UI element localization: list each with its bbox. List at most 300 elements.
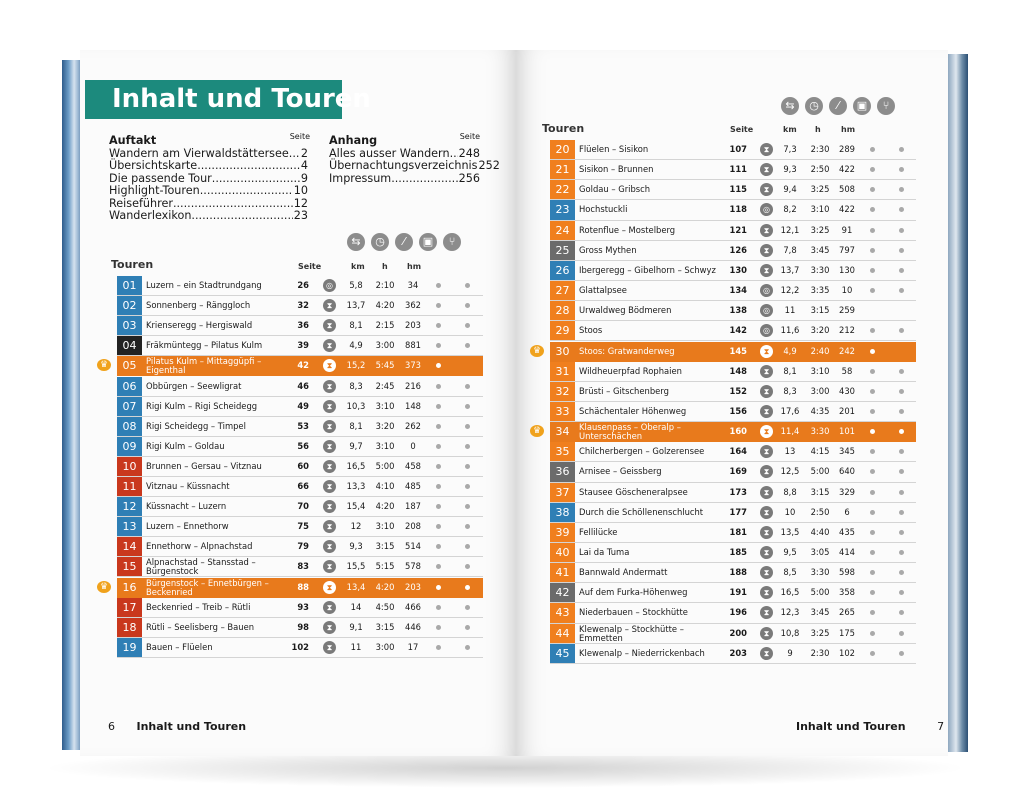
- tour-name: Stoos: Gratwanderweg: [579, 345, 675, 356]
- tour-km: 7,8: [783, 244, 797, 255]
- public-transport-dot: [870, 207, 875, 212]
- table-row: [550, 321, 916, 341]
- tour-hm: 102: [839, 647, 855, 658]
- tour-hm: 422: [839, 164, 855, 175]
- tour-name: Alpnachstad – Stansstad – Bürgenstock: [146, 557, 256, 577]
- table-row: [550, 503, 916, 523]
- toc-entry-page: 10: [293, 184, 308, 197]
- tour-number: 14: [117, 537, 142, 556]
- table-row: [550, 221, 916, 241]
- tour-km: 11,6: [780, 325, 800, 336]
- toc-entry-page: 9: [300, 171, 308, 185]
- tour-km: 17,6: [780, 405, 800, 416]
- tour-name: Bannwald Andermatt: [579, 567, 668, 578]
- table-row: [117, 417, 483, 437]
- table-row: [550, 362, 916, 382]
- table-row: [550, 281, 916, 301]
- h-header: h: [815, 125, 821, 134]
- tour-name: Brüsti – Gitschenberg: [579, 385, 669, 396]
- hiker-icon: ⧗: [760, 425, 773, 438]
- tour-number: 31: [550, 362, 575, 381]
- table-row: [550, 563, 916, 583]
- tour-name: Schächentaler Höhenweg: [579, 405, 687, 416]
- table-row: [550, 603, 916, 623]
- crown-icon: ♛: [530, 425, 544, 437]
- tour-hm: 414: [839, 547, 855, 557]
- table-row: [550, 180, 916, 200]
- restaurant-dot: [899, 651, 904, 656]
- table-row: [550, 140, 916, 160]
- toc-entry-title: Die passende Tour: [109, 171, 212, 185]
- tour-hm: 175: [839, 627, 855, 638]
- tour-hm: 259: [839, 305, 855, 316]
- toc-entry-page: 256: [458, 171, 480, 185]
- tour-km: 15,5: [346, 561, 366, 572]
- tour-km: 9,1: [349, 621, 363, 632]
- tour-name: Luzern – Ennethorw: [146, 521, 229, 532]
- restaurant-dot: [465, 303, 470, 308]
- tour-h: 4:20: [375, 581, 395, 592]
- tour-km: 8,3: [349, 380, 363, 391]
- restaurant-dot: [899, 147, 904, 152]
- tour-km: 8,1: [349, 420, 363, 431]
- tour-h: 3:10: [375, 440, 395, 451]
- footer-right: [796, 720, 944, 733]
- public-transport-dot: [436, 484, 441, 489]
- tour-hm: 446: [405, 621, 421, 632]
- tour-name: Wildheuerpfad Rophaien: [579, 365, 682, 376]
- hiker-icon: ⧗: [323, 380, 336, 393]
- tour-number: 27: [550, 281, 575, 300]
- toc-leader-dots: [391, 173, 457, 186]
- tour-hm: 201: [839, 405, 855, 416]
- tour-hm: 508: [839, 184, 855, 195]
- toc-leader-dots: [200, 185, 293, 198]
- restaurant-dot: [465, 605, 470, 610]
- public-transport-dot: [870, 469, 875, 474]
- public-transport-dot: [436, 404, 441, 409]
- hiker-icon: ⧗: [760, 163, 773, 176]
- tour-hm: 265: [839, 607, 855, 618]
- tour-hm: 203: [405, 320, 421, 331]
- tour-hm: 212: [839, 325, 855, 336]
- tour-h: 3:00: [375, 641, 395, 652]
- tour-number: 13: [117, 517, 142, 536]
- tour-page: 75: [297, 521, 309, 532]
- public-transport-dot: [870, 268, 875, 273]
- bus-icon: ▣: [419, 233, 437, 251]
- tour-km: 9,3: [783, 164, 797, 175]
- tour-h: 2:10: [375, 280, 395, 290]
- tour-km: 13,7: [346, 300, 366, 311]
- tour-h: 2:40: [810, 345, 830, 356]
- tour-name: Rigi Kulm – Goldau: [146, 440, 225, 451]
- tour-hm: 262: [405, 420, 421, 431]
- hiker-icon: ⧗: [323, 460, 336, 473]
- tour-km: 5,8: [349, 280, 363, 290]
- tour-km: 9,3: [349, 541, 363, 552]
- right-page-edges: [948, 54, 968, 752]
- public-transport-dot: [870, 610, 875, 615]
- public-transport-dot: [436, 363, 441, 368]
- hiker-icon: ⧗: [323, 500, 336, 513]
- tour-h: 2:50: [810, 164, 830, 175]
- table-row: [117, 457, 483, 477]
- tour-h: 4:40: [810, 526, 830, 537]
- table-row: [117, 316, 483, 336]
- tour-h: 3:20: [810, 325, 830, 336]
- tour-page: 88: [297, 581, 309, 592]
- tour-name: Fellilücke: [579, 526, 618, 537]
- tour-page: 49: [297, 400, 309, 411]
- toc-entry: [109, 160, 308, 173]
- hiker-icon: ⧗: [323, 359, 336, 372]
- tour-km: 9,5: [783, 547, 797, 557]
- public-transport-dot: [870, 449, 875, 454]
- tour-number: 37: [550, 483, 575, 502]
- restaurant-dot: [899, 550, 904, 555]
- crown-icon: ♛: [97, 581, 111, 593]
- tour-page: 156: [729, 405, 747, 416]
- hiker-icon: ⧗: [323, 299, 336, 312]
- tour-page: 173: [729, 486, 747, 497]
- tour-name: Bauen – Flüelen: [146, 641, 213, 652]
- tour-number: 39: [550, 523, 575, 542]
- tour-hm: 458: [405, 460, 421, 471]
- tour-name: Beckenried – Treib – Rütli: [146, 601, 251, 612]
- touren-header: Touren: [542, 122, 585, 135]
- tour-number: 36: [550, 462, 575, 481]
- tour-number: 34: [550, 422, 575, 441]
- hiker-icon: ⧗: [323, 601, 336, 614]
- tour-page: 181: [729, 526, 747, 537]
- footer-label: Inhalt und Touren: [136, 720, 247, 733]
- tour-km: 14: [350, 601, 362, 612]
- tour-h: 5:00: [810, 466, 830, 477]
- tour-page: 191: [729, 587, 747, 598]
- table-row-highlight: [99, 577, 483, 598]
- tour-page: 169: [729, 466, 747, 477]
- tour-hm: 362: [405, 300, 421, 311]
- tour-page: 134: [729, 285, 747, 296]
- table-row: [117, 598, 483, 618]
- public-transport-dot: [436, 585, 441, 590]
- table-row: [550, 402, 916, 422]
- tour-number: 18: [117, 618, 142, 637]
- public-transport-dot: [870, 369, 875, 374]
- restaurant-dot: [899, 590, 904, 595]
- tour-hm: 208: [405, 521, 421, 532]
- tour-hm: 797: [839, 244, 855, 255]
- tour-name: Stoos: [579, 325, 603, 336]
- tour-name: Urwaldweg Bödmeren: [579, 305, 672, 316]
- toc-entry-page: 12: [293, 196, 308, 210]
- signpost-icon: ⇆: [347, 233, 365, 251]
- tour-hm: 101: [839, 426, 855, 437]
- restaurant-dot: [899, 610, 904, 615]
- restaurant-dot: [465, 424, 470, 429]
- tour-km: 4,9: [349, 340, 363, 351]
- restaurant-icon: ⑂: [443, 233, 461, 251]
- tour-name: Obbürgen – Seewligrat: [146, 380, 242, 391]
- toc-heading: Anhang: [329, 134, 378, 147]
- restaurant-dot: [899, 167, 904, 172]
- restaurant-dot: [899, 510, 904, 515]
- tour-h: 3:45: [810, 244, 830, 255]
- toc-entry-page: 2: [300, 146, 308, 160]
- page-number: 7: [937, 720, 945, 733]
- h-header: h: [382, 262, 388, 271]
- tour-h: 3:10: [375, 400, 395, 411]
- table-row: [550, 624, 916, 644]
- tour-number: 08: [117, 417, 142, 436]
- tour-number: 25: [550, 241, 575, 260]
- toc-entry: [329, 159, 500, 173]
- hiker-icon: ⧗: [323, 581, 336, 594]
- tour-number: 22: [550, 180, 575, 199]
- tour-name: Fräkmüntegg – Pilatus Kulm: [146, 340, 263, 351]
- tour-number: 28: [550, 301, 575, 320]
- tour-h: 4:15: [810, 446, 830, 457]
- tour-h: 2:45: [375, 380, 395, 391]
- tour-km: 9,7: [349, 440, 363, 451]
- tour-h: 3:15: [810, 486, 830, 497]
- hiker-icon: ⧗: [760, 627, 773, 640]
- toc-entry-page: 23: [293, 209, 308, 222]
- toc-heading: Auftakt: [109, 134, 157, 147]
- hiker-icon: ⧗: [323, 480, 336, 493]
- table-row: [117, 517, 483, 537]
- tour-hm: 881: [405, 340, 421, 351]
- tour-km: 8,5: [783, 567, 797, 578]
- restaurant-dot: [465, 484, 470, 489]
- tour-name: Ennethorw – Alpnachstad: [146, 541, 253, 552]
- public-transport-dot: [870, 631, 875, 636]
- tour-number: 44: [550, 624, 575, 643]
- table-row: [550, 241, 916, 261]
- signpost-icon: ⇆: [781, 97, 799, 115]
- tour-name: Rotenflue – Mostelberg: [579, 224, 676, 235]
- toc-leader-dots: [212, 173, 300, 186]
- tour-hm: 466: [405, 601, 421, 612]
- tour-hm: 373: [405, 360, 421, 371]
- hiker-icon: ⧗: [323, 420, 336, 433]
- tour-km: 15,4: [346, 501, 366, 512]
- public-transport-dot: [870, 228, 875, 233]
- public-transport-dot: [870, 550, 875, 555]
- restaurant-dot: [899, 429, 904, 434]
- hiker-icon: ⧗: [323, 440, 336, 453]
- table-row: [117, 296, 483, 316]
- restaurant-dot: [899, 469, 904, 474]
- tour-km: 11: [784, 305, 796, 316]
- km-header: km: [783, 125, 797, 134]
- hiker-icon: ⧗: [760, 264, 773, 277]
- hiker-icon: ⧗: [760, 566, 773, 579]
- toc-entry: [109, 185, 308, 198]
- tour-name: Auf dem Furka-Höhenweg: [579, 587, 688, 598]
- tour-page: 188: [729, 567, 747, 578]
- tour-km: 13: [784, 446, 796, 457]
- restaurant-dot: [465, 343, 470, 348]
- tour-number: 20: [550, 140, 575, 159]
- public-transport-dot: [870, 147, 875, 152]
- restaurant-dot: [899, 228, 904, 233]
- tour-h: 4:20: [375, 300, 395, 311]
- public-transport-dot: [436, 564, 441, 569]
- tour-name: Rigi Scheidegg – Timpel: [146, 420, 246, 431]
- tour-name: Gross Mythen: [579, 244, 637, 255]
- tour-hm: 130: [839, 264, 855, 275]
- tour-km: 4,9: [783, 345, 797, 356]
- tour-page: 26: [297, 280, 309, 290]
- tour-km: 12,2: [780, 285, 800, 296]
- restaurant-dot: [899, 570, 904, 575]
- crown-icon: ♛: [530, 345, 544, 357]
- public-transport-dot: [436, 444, 441, 449]
- tour-hm: 58: [841, 365, 853, 376]
- table-row: [117, 437, 483, 457]
- tour-h: 3:15: [375, 621, 395, 632]
- restaurant-dot: [465, 464, 470, 469]
- public-transport-dot: [436, 524, 441, 529]
- footer-label: Inhalt und Touren: [796, 720, 906, 733]
- tour-number: 45: [550, 644, 575, 663]
- tour-km: 16,5: [780, 587, 800, 598]
- tour-page: 70: [297, 501, 309, 512]
- tour-number: 03: [117, 316, 142, 335]
- table-row: [117, 276, 483, 296]
- table-row: [117, 477, 483, 497]
- column-icons: [781, 97, 895, 115]
- tour-hm: 91: [841, 224, 853, 235]
- table-row: [117, 537, 483, 557]
- tour-page: 196: [729, 607, 747, 618]
- circular-route-icon: ◎: [760, 304, 773, 317]
- tour-hm: 203: [405, 581, 421, 592]
- tour-h: 3:30: [810, 567, 830, 578]
- toc-entry-title: Wanderlexikon: [109, 209, 192, 222]
- table-row: [550, 261, 916, 281]
- table-row: [550, 583, 916, 603]
- table-row: [550, 644, 916, 664]
- tour-km: 10,8: [780, 627, 800, 638]
- tour-name: Pilatus Kulm – Mittaggüpfi – Eigenthal: [146, 356, 262, 376]
- tour-page: 118: [729, 204, 747, 215]
- public-transport-dot: [436, 343, 441, 348]
- toc-entry-title: Highlight-Touren: [109, 184, 200, 197]
- hiker-icon: ⧗: [760, 143, 773, 156]
- hiker-icon: ⧗: [760, 465, 773, 478]
- tour-page: 200: [729, 627, 747, 638]
- tour-km: 15,2: [346, 360, 366, 371]
- tour-page: 111: [729, 164, 747, 175]
- tour-name: Sonnenberg – Ränggloch: [146, 300, 251, 311]
- tour-hm: 187: [405, 501, 421, 512]
- tour-number: 33: [550, 402, 575, 421]
- restaurant-dot: [465, 444, 470, 449]
- restaurant-dot: [465, 504, 470, 509]
- tour-number: 30: [550, 342, 575, 361]
- tour-h: 4:10: [375, 481, 395, 491]
- tour-name: Hochstuckli: [579, 204, 628, 215]
- public-transport-dot: [870, 530, 875, 535]
- tour-number: 06: [117, 377, 142, 396]
- tour-h: 3:10: [375, 521, 395, 532]
- tour-hm: 34: [407, 280, 419, 290]
- toc-entry-title: Reiseführer: [109, 196, 173, 210]
- table-row: [550, 301, 916, 321]
- footer-left: [108, 720, 246, 733]
- public-transport-dot: [436, 544, 441, 549]
- tour-h: 3:10: [810, 204, 830, 215]
- hiker-icon: ⧗: [323, 400, 336, 413]
- tour-h: 3:25: [810, 224, 830, 235]
- tour-hm: 578: [405, 561, 421, 572]
- tour-h: 2:30: [810, 144, 830, 154]
- tour-page: 53: [297, 420, 309, 431]
- tour-h: 3:30: [810, 264, 830, 275]
- tour-km: 8,1: [783, 365, 797, 376]
- tour-km: 10,3: [346, 400, 366, 411]
- tour-hm: 289: [839, 144, 855, 154]
- public-transport-dot: [870, 349, 875, 354]
- tour-number: 07: [117, 397, 142, 416]
- hiker-icon: ⧗: [760, 224, 773, 237]
- tour-number: 21: [550, 160, 575, 179]
- table-row: [550, 483, 916, 503]
- tour-h: 2:30: [810, 647, 830, 658]
- public-transport-dot: [870, 510, 875, 515]
- tour-page: 138: [729, 305, 747, 316]
- tour-name: Niederbauen – Stockhütte: [579, 607, 688, 618]
- tour-name: Vitznau – Küssnacht: [146, 481, 230, 491]
- tour-h: 4:35: [810, 405, 830, 416]
- tour-h: 5:45: [375, 360, 395, 371]
- hiker-icon: ⧗: [323, 540, 336, 553]
- table-row: [117, 497, 483, 517]
- tour-number: 11: [117, 477, 142, 496]
- table-row-highlight: [532, 422, 916, 442]
- restaurant-dot: [899, 490, 904, 495]
- tour-hm: 6: [844, 506, 850, 517]
- hiker-icon: ⧗: [323, 641, 336, 654]
- tour-h: 3:00: [375, 340, 395, 351]
- tour-number: 24: [550, 221, 575, 240]
- tour-page: 115: [729, 184, 747, 195]
- restaurant-dot: [899, 369, 904, 374]
- tour-h: 3:30: [810, 426, 830, 437]
- tour-name: Chilcherbergen – Golzerensee: [579, 446, 705, 457]
- restaurant-dot: [899, 409, 904, 414]
- table-row: [550, 462, 916, 482]
- public-transport-dot: [870, 328, 875, 333]
- restaurant-dot: [465, 283, 470, 288]
- restaurant-dot: [899, 328, 904, 333]
- hiker-icon: ⧗: [760, 385, 773, 398]
- compass-icon: ⁄: [395, 233, 413, 251]
- hiker-icon: ⧗: [323, 621, 336, 634]
- tour-km: 8,2: [783, 204, 797, 215]
- tour-hm: 422: [839, 204, 855, 215]
- touren-header: Touren: [111, 258, 154, 271]
- restaurant-dot: [899, 187, 904, 192]
- hiker-icon: ⧗: [760, 647, 773, 660]
- tour-h: 3:45: [810, 607, 830, 618]
- public-transport-dot: [870, 570, 875, 575]
- restaurant-dot: [899, 268, 904, 273]
- tour-km: 8,3: [783, 385, 797, 396]
